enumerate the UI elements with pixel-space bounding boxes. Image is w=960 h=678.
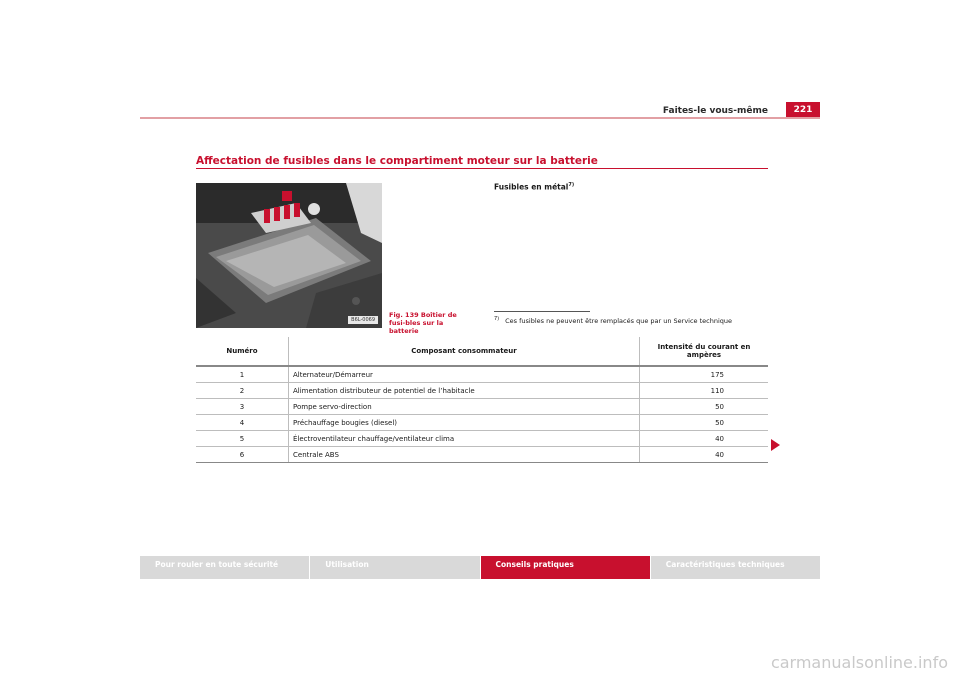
metal-fuses-heading — [494, 182, 574, 192]
footnote-rule — [494, 311, 590, 312]
cell-amperage: 110 — [640, 383, 769, 399]
cell-number: 1 — [196, 366, 289, 383]
header-rule — [140, 117, 820, 119]
footnote-marker: 7) — [494, 316, 500, 322]
cell-component: Alimentation distributeur de potentiel de l’habitacle — [289, 383, 640, 399]
nav-tab-caracteristiques[interactable]: Caractéristiques techniques — [651, 556, 820, 579]
figure-code: B6L-0069 — [348, 316, 378, 324]
table-row — [196, 383, 768, 399]
battery-fuse-box-photo — [196, 183, 382, 328]
page-number: 221 — [786, 102, 820, 118]
cell-number: 6 — [196, 447, 289, 463]
table-row — [196, 431, 768, 447]
table-header-row — [196, 337, 768, 366]
footnote-ref: 7) — [568, 182, 575, 188]
col-header-amperage: Intensité du courant en ampères — [640, 337, 769, 366]
photo-illustration — [196, 183, 382, 328]
metal-fuses-heading-text: Fusibles en métal — [494, 182, 569, 192]
cell-amperage: 40 — [640, 447, 769, 463]
cell-component: Électroventilateur chauffage/ventilateur clima — [289, 431, 640, 447]
table-row — [196, 447, 768, 463]
section-title: Affectation de fusibles dans le compartiment moteur sur la batterie — [196, 155, 598, 167]
section-rule — [196, 168, 768, 169]
running-header-title: Faites-le vous-même — [662, 106, 768, 116]
cell-number: 4 — [196, 415, 289, 431]
footnote — [494, 316, 732, 325]
col-header-number: Numéro — [196, 337, 289, 366]
col-header-component: Composant consommateur — [289, 337, 640, 366]
cell-component: Alternateur/Démarreur — [289, 366, 640, 383]
cell-component: Centrale ABS — [289, 447, 640, 463]
cell-amperage: 175 — [640, 366, 769, 383]
figure-caption: Fig. 139 Boîtier de fusi-bles sur la batterie — [389, 311, 457, 335]
fuse-table — [196, 337, 768, 463]
watermark: carmanualsonline.info — [770, 653, 948, 672]
cell-amperage: 50 — [640, 399, 769, 415]
cell-number: 3 — [196, 399, 289, 415]
cell-component: Pompe servo-direction — [289, 399, 640, 415]
footer-nav — [140, 556, 820, 579]
table-row — [196, 366, 768, 383]
nav-tab-conseils[interactable]: Conseils pratiques — [481, 556, 650, 579]
continue-arrow-icon — [771, 439, 780, 451]
cell-amperage: 50 — [640, 415, 769, 431]
table-row — [196, 415, 768, 431]
cell-amperage: 40 — [640, 431, 769, 447]
nav-tab-securite[interactable]: Pour rouler en toute sécurité — [140, 556, 309, 579]
table-row — [196, 399, 768, 415]
cell-number: 2 — [196, 383, 289, 399]
cell-number: 5 — [196, 431, 289, 447]
cell-component: Préchauffage bougies (diesel) — [289, 415, 640, 431]
nav-tab-utilisation[interactable]: Utilisation — [310, 556, 479, 579]
footnote-text: Ces fusibles ne peuvent être remplacés que par un Service technique — [505, 317, 733, 326]
